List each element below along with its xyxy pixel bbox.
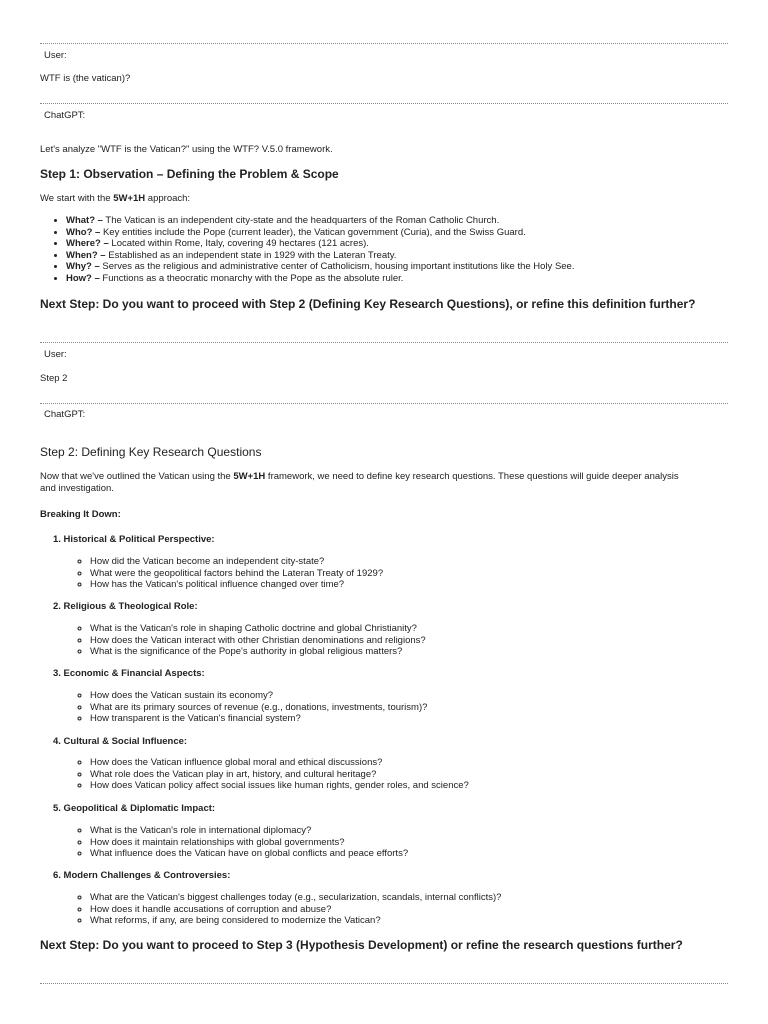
- list-item: • When? – Established as an independent state in 1929 with the Lateran Treaty.: [66, 250, 574, 262]
- section-title: 5. Geopolitical & Diplomatic Impact:: [53, 803, 216, 814]
- user-label: User:: [44, 50, 67, 61]
- section-title: 1. Historical & Political Perspective:: [53, 534, 215, 545]
- list-item: ◦ How does the Vatican interact with other Christian denominations and religions?: [90, 635, 426, 647]
- separator: [40, 43, 728, 44]
- list-item: • Who? – Key entities include the Pope (current leader), the Vatican government (Curia), and the Swiss Guard.: [66, 227, 574, 239]
- question-list: [40, 892, 501, 927]
- list-item: ◦ What influence does the Vatican have on global conflicts and peace efforts?: [90, 848, 408, 860]
- list-item: ◦ How has the Vatican's political influence changed over time?: [90, 579, 383, 591]
- user-label: User:: [44, 349, 67, 360]
- list-item: • Why? – Serves as the religious and administrative center of Catholicism, housing important institutions like the Holy See.: [66, 261, 574, 273]
- list-item: ◦ How does it handle accusations of corruption and abuse?: [90, 904, 501, 916]
- list-item: • Where? – Located within Rome, Italy, covering 49 hectares (121 acres).: [66, 238, 574, 250]
- list-item: ◦ What were the geopolitical factors behind the Lateran Treaty of 1929?: [90, 568, 383, 580]
- step2-heading: Step 2: Defining Key Research Questions: [40, 445, 262, 459]
- question-list: [40, 623, 426, 658]
- question-list: [40, 757, 469, 792]
- section-title: 3. Economic & Financial Aspects:: [53, 668, 205, 679]
- question-list: [40, 825, 408, 860]
- next-step-prompt: Next Step: Do you want to proceed with Step 2 (Defining Key Research Questions), or refine this definition further?: [40, 297, 696, 311]
- step1-heading: Step 1: Observation – Defining the Problem & Scope: [40, 167, 339, 181]
- list-item: ◦ What are its primary sources of revenue (e.g., donations, investments, tourism)?: [90, 702, 427, 714]
- list-item: ◦ What is the significance of the Pope's authority in global religious matters?: [90, 646, 426, 658]
- breaking-it-down: Breaking It Down:: [40, 509, 121, 520]
- list-item: ◦ How does the Vatican influence global moral and ethical discussions?: [90, 757, 469, 769]
- list-item: ◦ How does Vatican policy affect social issues like human rights, gender roles, and science?: [90, 780, 469, 792]
- section-title: 2. Religious & Theological Role:: [53, 601, 198, 612]
- list-item: • How? – Functions as a theocratic monarchy with the Pope as the absolute ruler.: [66, 273, 574, 285]
- list-item: ◦ What role does the Vatican play in art, history, and cultural heritage?: [90, 769, 469, 781]
- step1-list: [40, 215, 574, 284]
- list-item: • What? – The Vatican is an independent city-state and the headquarters of the Roman Catholic Church.: [66, 215, 574, 227]
- list-item: ◦ What is the Vatican's role in international diplomacy?: [90, 825, 408, 837]
- user-message: WTF is (the vatican)?: [40, 73, 131, 84]
- chatgpt-intro: Let's analyze "WTF is the Vatican?" using the WTF? V.5.0 framework.: [40, 144, 333, 155]
- list-item: ◦ What reforms, if any, are being considered to modernize the Vatican?: [90, 915, 501, 927]
- step1-intro: We start with the 5W+1H approach:: [40, 193, 191, 204]
- user-message: Step 2: [40, 373, 68, 384]
- separator: [40, 103, 728, 104]
- list-item: ◦ How transparent is the Vatican's financial system?: [90, 713, 427, 725]
- list-item: ◦ How did the Vatican become an independent city-state?: [90, 556, 383, 568]
- separator: [40, 342, 728, 343]
- chatgpt-label: ChatGPT:: [44, 110, 86, 121]
- step2-intro: Now that we've outlined the Vatican using the 5W+1H framework, we need to define key research questions. These questions will guide deeper analysis: [40, 471, 679, 482]
- question-list: [40, 690, 427, 725]
- section-title: 4. Cultural & Social Influence:: [53, 736, 188, 747]
- separator: [40, 983, 728, 984]
- list-item: ◦ How does the Vatican sustain its economy?: [90, 690, 427, 702]
- question-list: [40, 556, 383, 591]
- list-item: ◦ What is the Vatican's role in shaping Catholic doctrine and global Christianity?: [90, 623, 426, 635]
- chatgpt-label: ChatGPT:: [44, 409, 86, 420]
- next-step-prompt: Next Step: Do you want to proceed to Step 3 (Hypothesis Development) or refine the research questions further?: [40, 938, 683, 952]
- separator: [40, 403, 728, 404]
- section-title: 6. Modern Challenges & Controversies:: [53, 870, 231, 881]
- list-item: ◦ What are the Vatican's biggest challenges today (e.g., secularization, scandals, internal conflicts)?: [90, 892, 501, 904]
- list-item: ◦ How does it maintain relationships with global governments?: [90, 837, 408, 849]
- step2-intro-line2: and investigation.: [40, 483, 114, 494]
